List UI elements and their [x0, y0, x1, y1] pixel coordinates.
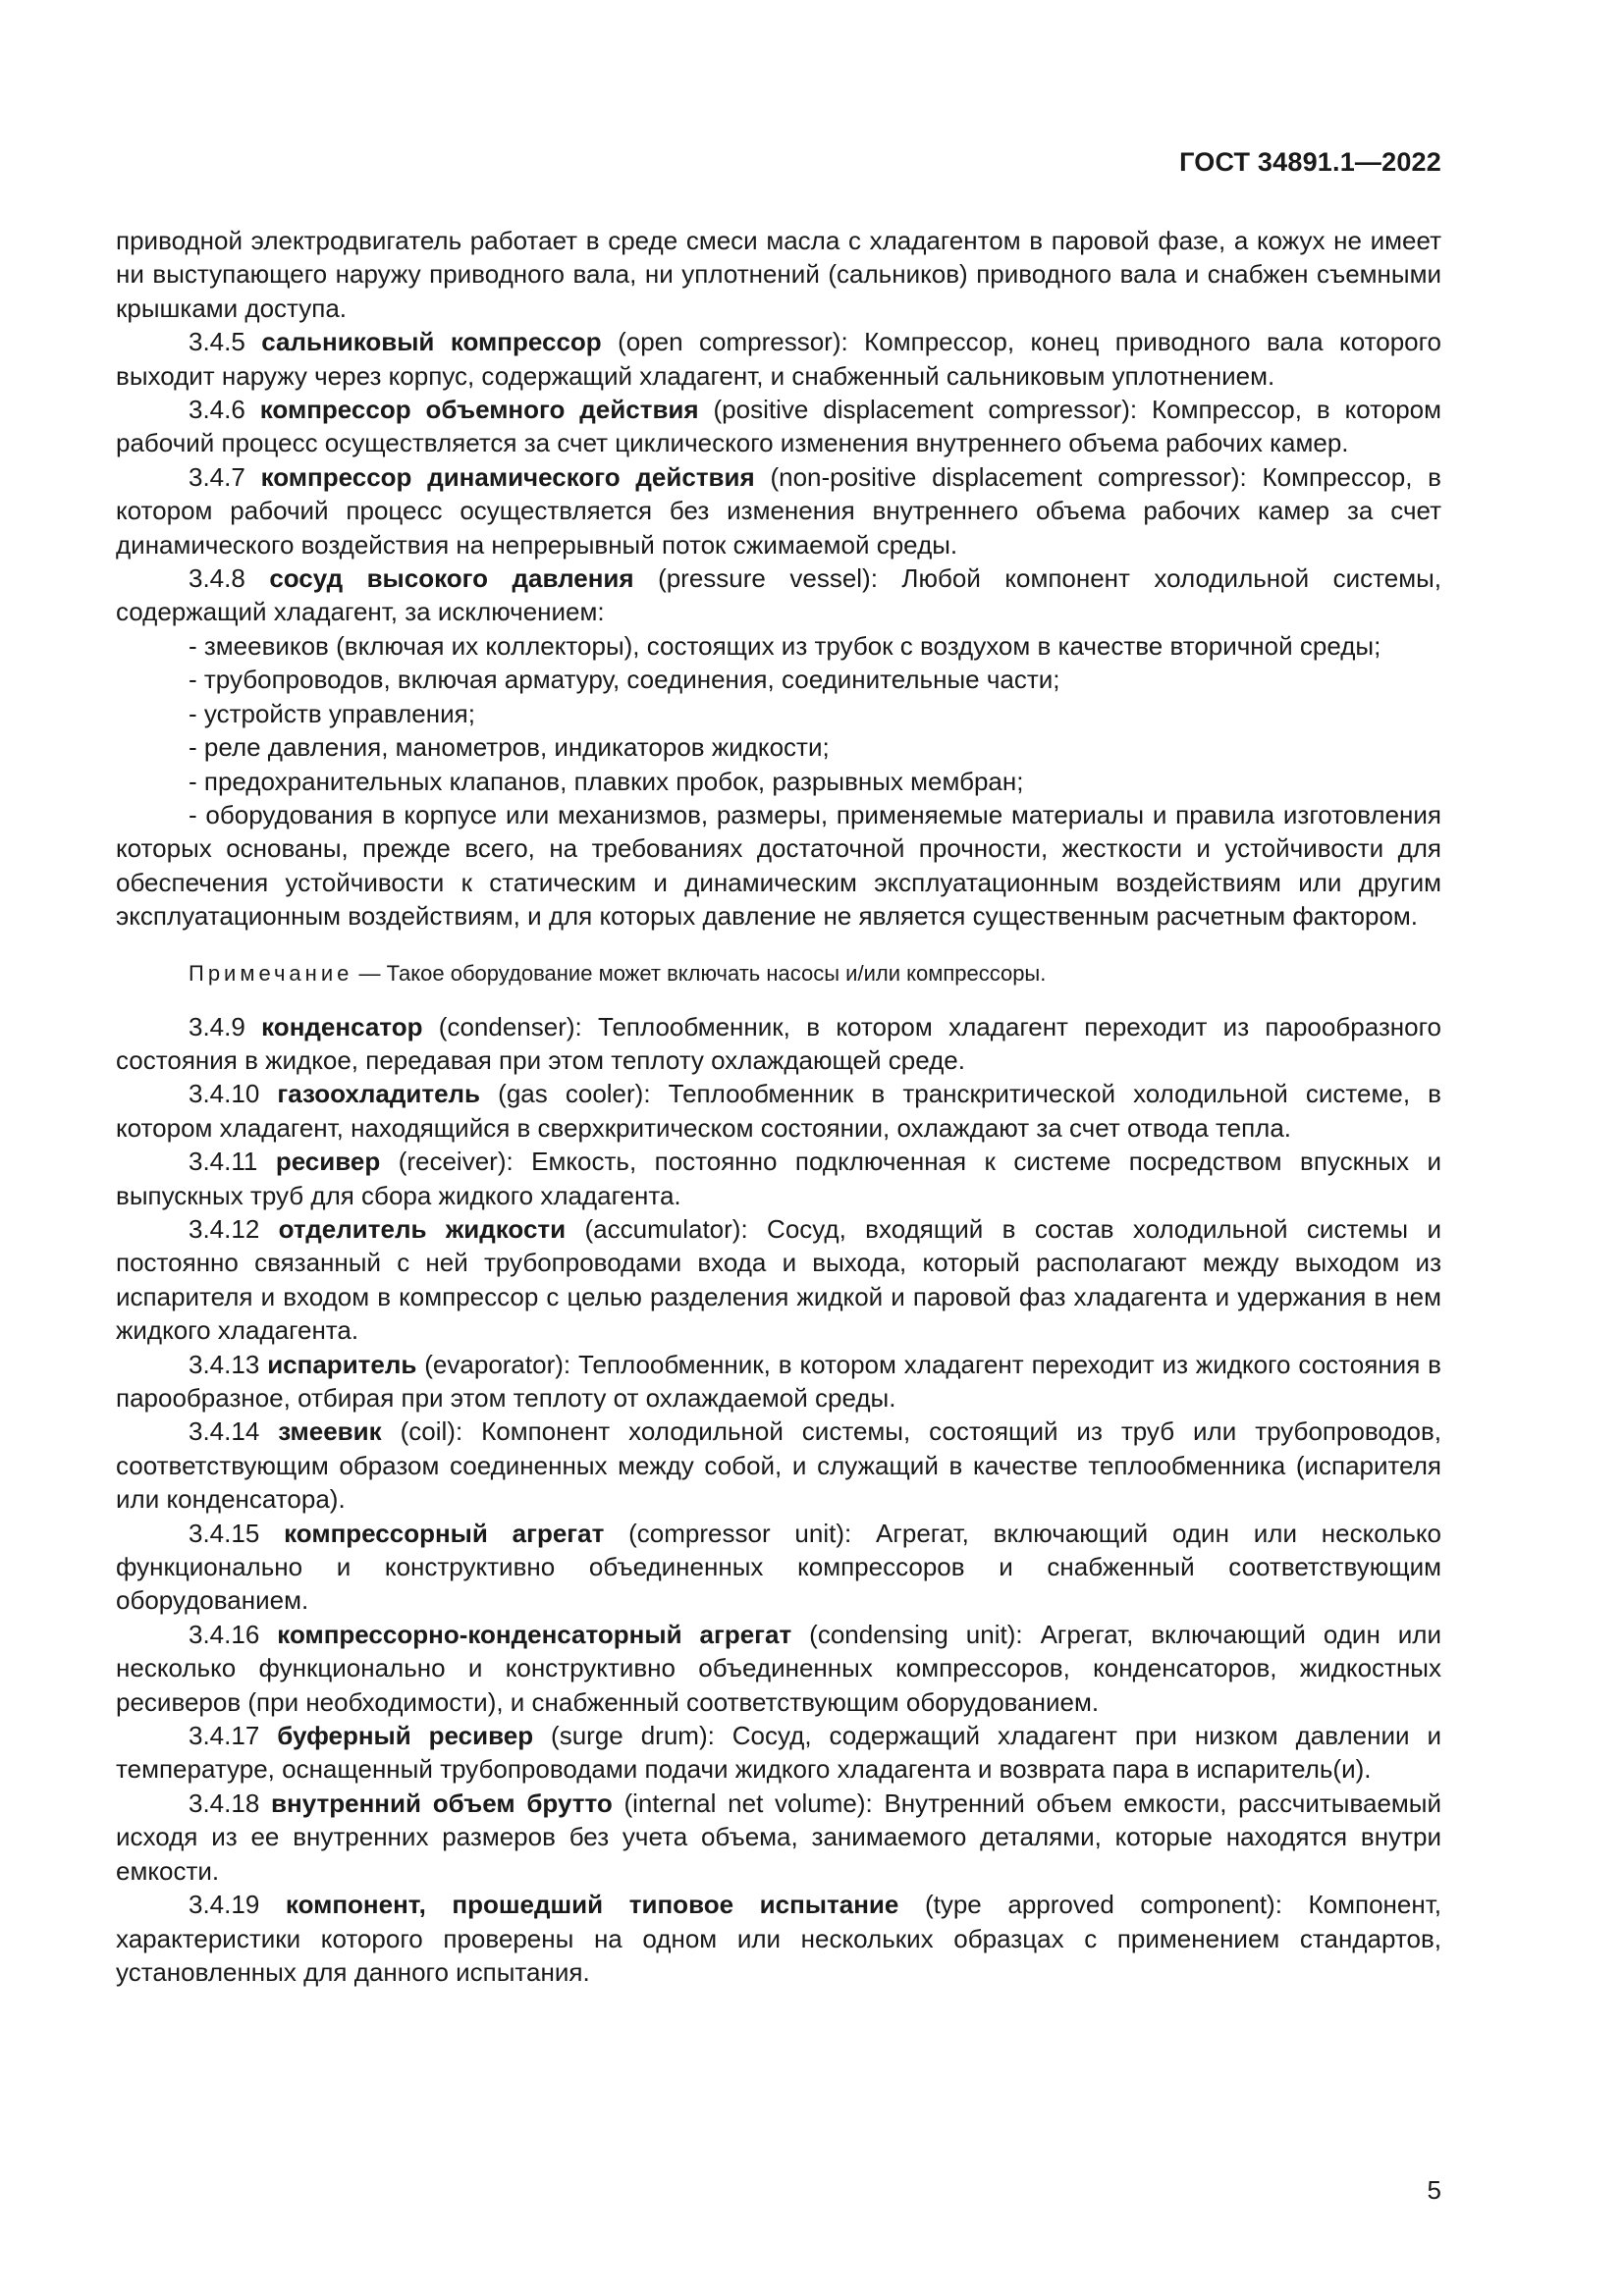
term-definition: (surge drum): Сосуд, содержащий хладагент при низком давлении и температуре, оснащенный трубопроводами подачи жидкого хладагента и возврата пара в испаритель(и).	[116, 1721, 1441, 1785]
term-name: компрессор объемного действия	[259, 395, 699, 425]
exclusion-item: - оборудования в корпусе или механизмов, размеры, применяемые материалы и правила изготовления которых основаны, прежде всего, на требованиях достаточной прочности, жесткости и устойчивости для обеспечения устойчивости к статическим и динамическим эксплуатационным воздействиям или другим эксплуатационным воздействиям, и для которых давление не является существенным расчетным фактором.	[116, 799, 1441, 932]
term-3-4-18	[116, 1787, 1441, 1888]
exclusion-item: - устройств управления;	[189, 698, 475, 728]
term-number: 3.4.12	[189, 1213, 260, 1244]
term-3-4-17	[116, 1719, 1441, 1787]
term-name: газоохладитель	[277, 1079, 481, 1109]
term-name: компрессорный агрегат	[284, 1518, 605, 1548]
term-definition: (type approved component): Компонент, характеристики которого проверены на одном или нескольких образцах с применением стандартов, установленных для данного испытания.	[116, 1890, 1441, 1987]
term-definition: (condenser): Теплообменник, в котором хладагент переходит из парообразного состояния в жидкое, передавая при этом теплоту охлаждающей среде.	[116, 1011, 1441, 1075]
term-name: внутренний объем брутто	[271, 1788, 613, 1818]
term-number: 3.4.18	[189, 1788, 260, 1818]
term-name: сальниковый компрессор	[261, 327, 602, 357]
note-paragraph	[116, 959, 1441, 988]
term-definition: (internal net volume): Внутренний объем емкости, рассчитываемый исходя из ее внутренних размеров без учета объема, занимаемого деталями, которые находятся внутри емкости.	[116, 1788, 1441, 1886]
term-definition: (receiver): Емкость, постоянно подключенная к системе посредством впускных и выпускных труб для сбора жидкого хладагента.	[116, 1147, 1441, 1210]
term-number: 3.4.8	[189, 563, 245, 594]
exclusion-item: - предохранительных клапанов, плавких пробок, разрывных мембран;	[189, 766, 1024, 796]
term-definition: (gas cooler): Теплообменник в транскритической холодильной системе, в котором хладагент, находящийся в сверхкритическом состоянии, охлаждают за счет отвода тепла.	[116, 1079, 1441, 1143]
term-name: отделитель жидкости	[278, 1213, 567, 1244]
term-definition: (compressor unit): Агрегат, включающий один или несколько функционально и конструктивно объединенных компрессоров и снабженный соответствующим оборудованием.	[116, 1518, 1441, 1616]
term-3-4-7	[116, 460, 1441, 561]
intro-paragraph: приводной электродвигатель работает в среде смеси масла с хладагентом в паровой фазе, а кожух не имеет ни выступающего наружу приводного вала, ни уплотнений (сальников) приводного вала и снабжен съемными крышками доступа.	[116, 226, 1441, 323]
term-number: 3.4.9	[189, 1011, 245, 1041]
term-definition: (accumulator): Сосуд, входящий в состав холодильной системы и постоянно связанный с ней трубопроводами входа и выхода, который располагают между выходом из испарителя и входом в компрессор с целью разделения жидкой и паровой фаз хладагента и удержания в нем жидкого хладагента.	[116, 1213, 1441, 1346]
term-3-4-10	[116, 1077, 1441, 1145]
term-number: 3.4.16	[189, 1619, 260, 1649]
term-name: компрессорно-конденсаторный агрегат	[277, 1619, 792, 1649]
term-3-4-19	[116, 1888, 1441, 1989]
term-number: 3.4.19	[189, 1890, 260, 1920]
note-text: — Такое оборудование может включать насосы и/или компрессоры.	[352, 960, 1047, 986]
term-name: компонент, прошедший типовое испытание	[285, 1890, 899, 1920]
term-3-4-16	[116, 1618, 1441, 1719]
term-number: 3.4.5	[189, 327, 245, 357]
term-3-4-14	[116, 1415, 1441, 1516]
term-name: буферный ресивер	[277, 1721, 534, 1751]
term-number: 3.4.13	[189, 1349, 260, 1379]
exclusion-item: - змеевиков (включая их коллекторы), состоящих из трубок с воздухом в качестве вторичной среды;	[189, 630, 1381, 661]
term-name: ресивер	[275, 1147, 381, 1177]
term-number: 3.4.11	[189, 1147, 258, 1177]
term-name: испаритель	[267, 1349, 417, 1379]
page-number: 5	[1427, 2175, 1441, 2205]
term-3-4-8	[116, 561, 1441, 629]
term-definition: (pressure vessel): Любой компонент холодильной системы, содержащий хладагент, за исключением:	[116, 563, 1441, 627]
note-label: Примечание	[189, 960, 353, 986]
term-number: 3.4.14	[189, 1416, 260, 1447]
document-header-standard: ГОСТ 34891.1—2022	[1179, 147, 1441, 177]
term-definition: (evaporator): Теплообменник, в котором хладагент переходит из жидкого состояния в парообразное, отбирая при этом теплоту от охлаждаемой среды.	[116, 1349, 1441, 1413]
term-3-4-15	[116, 1517, 1441, 1618]
term-number: 3.4.15	[189, 1518, 260, 1548]
term-3-4-11	[116, 1145, 1441, 1212]
exclusion-item: - трубопроводов, включая арматуру, соединения, соединительные части;	[189, 665, 1060, 695]
term-name: змеевик	[278, 1416, 382, 1447]
document-body	[116, 224, 1441, 1989]
term-3-4-6	[116, 393, 1441, 460]
term-3-4-13	[116, 1348, 1441, 1415]
term-definition: (positive displacement compressor): Компрессор, в котором рабочий процесс осуществляется за счет циклического изменения внутреннего объема рабочих камер.	[116, 395, 1442, 458]
term-number: 3.4.7	[189, 461, 245, 492]
term-3-4-9	[116, 1010, 1441, 1078]
term-name: сосуд высокого давления	[269, 563, 634, 594]
term-number: 3.4.6	[189, 395, 245, 425]
term-3-4-12	[116, 1212, 1441, 1348]
term-number: 3.4.10	[189, 1079, 260, 1109]
term-name: компрессор динамического действия	[260, 461, 755, 492]
term-definition: (non-positive displacement compressor): Компрессор, в котором рабочий процесс осуществляется без изменения внутреннего объема рабочих камер за счет динамического воздействия на непрерывный поток сжимаемой среды.	[116, 461, 1441, 560]
term-definition: (open compressor): Компрессор, конец приводного вала которого выходит наружу через корпус, содержащий хладагент, и снабженный сальниковым уплотнением.	[116, 327, 1441, 391]
term-definition: (condensing unit): Агрегат, включающий один или несколько функционально и конструктивно объединенных компрессоров, конденсаторов, жидкостных ресиверов (при необходимости), и снабженный соответствующим оборудованием.	[116, 1619, 1441, 1717]
exclusion-item: - реле давления, манометров, индикаторов жидкости;	[189, 732, 830, 763]
term-3-4-5	[116, 325, 1441, 393]
term-definition: (coil): Компонент холодильной системы, состоящий из труб или трубопроводов, соответствующим образом соединенных между собой, и служащий в качестве теплообменника (испарителя или конденсатора).	[116, 1416, 1441, 1515]
term-name: конденсатор	[261, 1011, 423, 1041]
term-number: 3.4.17	[189, 1721, 260, 1751]
